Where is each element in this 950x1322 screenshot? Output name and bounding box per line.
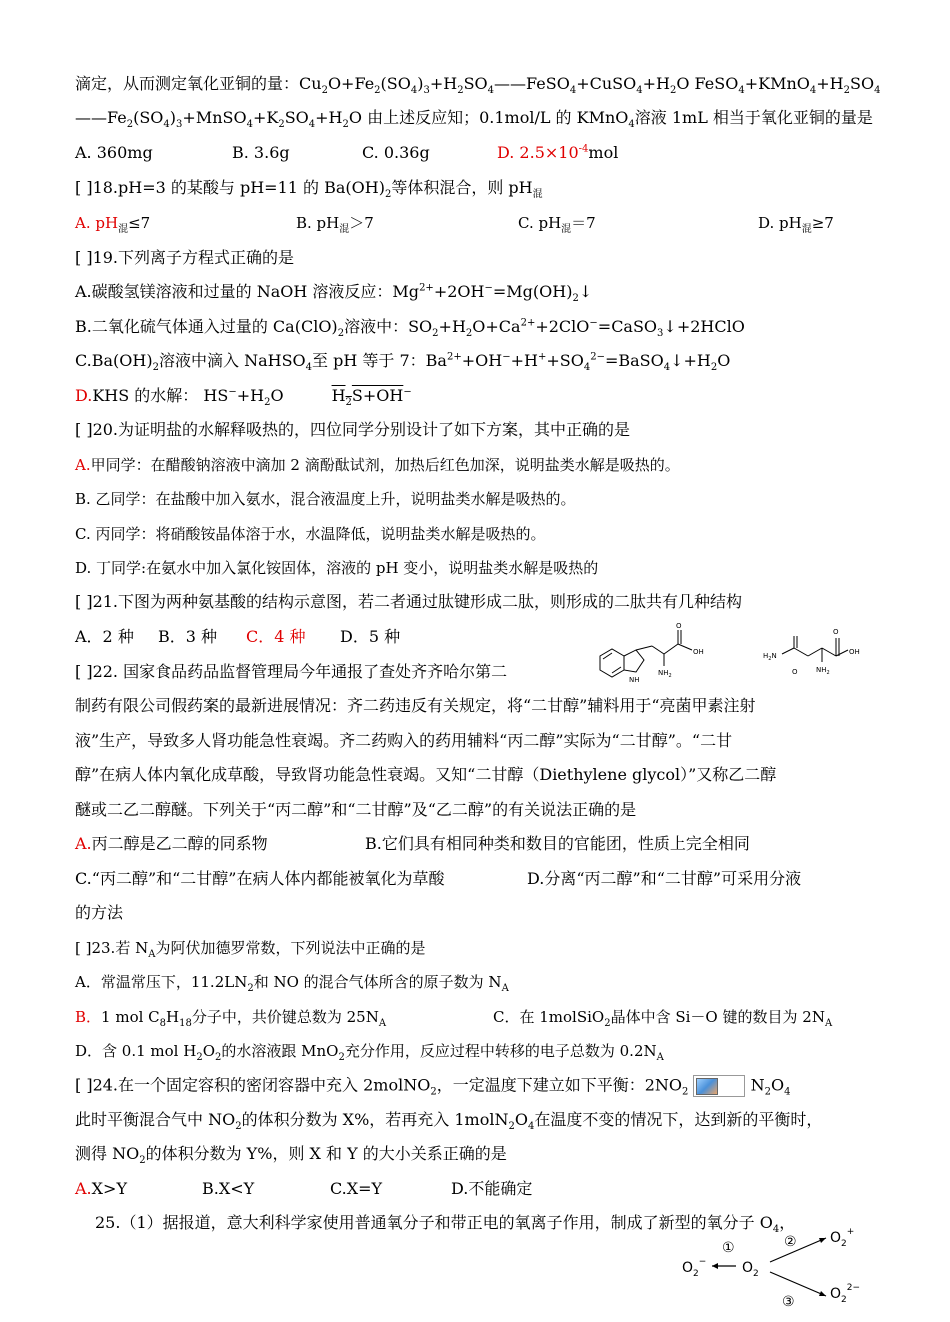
amino-nh: NH bbox=[658, 669, 669, 677]
text: [ ]24.在一个固定容积的密闭容器中充入 2molNO bbox=[75, 1075, 431, 1095]
text: ＝7 bbox=[571, 214, 596, 232]
text: ↓+2HClO bbox=[663, 317, 745, 336]
text: O FeSO bbox=[676, 74, 739, 93]
sub: 4 bbox=[636, 85, 643, 97]
sup: 2+ bbox=[520, 317, 536, 329]
q18-option-b bbox=[296, 213, 518, 233]
text: +H bbox=[510, 351, 538, 370]
sup: 2− bbox=[590, 351, 605, 363]
sub: A bbox=[656, 1052, 664, 1063]
sub: 3 bbox=[423, 85, 430, 97]
sub: 2 bbox=[235, 1121, 242, 1133]
q17-option-b: B. 3.6g bbox=[232, 143, 290, 162]
q19-option-c bbox=[75, 351, 731, 374]
text: 至 pH 等于 7：Ba bbox=[312, 351, 447, 370]
sub: 2 bbox=[152, 362, 159, 374]
sub: 2 bbox=[764, 1086, 771, 1098]
text: C．在 1molSiO bbox=[493, 1008, 605, 1026]
q22-text-4 bbox=[75, 765, 776, 785]
text: 液”生产，导致多人肾功能急性衰竭。齐二药购入的药用辅料“丙二醇”实际为“二甘醇”。“二甘 bbox=[75, 731, 733, 750]
text: SO bbox=[849, 74, 875, 93]
text: [ ]19.下列离子方程式正确的是 bbox=[75, 248, 295, 267]
sub: 2 bbox=[432, 328, 439, 340]
q20-option-a bbox=[75, 455, 680, 475]
sub: 4 bbox=[487, 85, 495, 97]
arrow-2 bbox=[770, 1238, 826, 1262]
sup: − bbox=[228, 386, 237, 398]
text: ) bbox=[417, 74, 424, 93]
text: +SO bbox=[546, 351, 584, 370]
text: 的体积分数为 Y%，则 X 和 Y 的大小关系正确的是 bbox=[145, 1144, 507, 1163]
text: C.Ba(OH) bbox=[75, 351, 153, 370]
arrowhead-3 bbox=[819, 1291, 826, 1296]
text: =BaSO bbox=[604, 351, 664, 370]
q19-option-d bbox=[75, 386, 412, 409]
text: 的方法 bbox=[75, 903, 124, 922]
q24-option-a bbox=[75, 1179, 202, 1199]
sub: 4 bbox=[874, 85, 881, 97]
text: A. pH bbox=[75, 214, 119, 232]
text: 1 mol C bbox=[101, 1008, 160, 1026]
text: +H bbox=[315, 108, 343, 127]
sub: 2 bbox=[457, 85, 464, 97]
question-19 bbox=[75, 248, 294, 268]
text: 滴定，从而测定氧化亚铜的量：Cu bbox=[75, 74, 322, 93]
text-line-titration bbox=[75, 74, 881, 97]
text: +MnSO bbox=[182, 108, 247, 127]
text: +K bbox=[252, 108, 279, 127]
text: N bbox=[750, 1075, 765, 1095]
sub: 2 bbox=[841, 1239, 847, 1249]
q22-text-5 bbox=[75, 800, 636, 820]
text: [ ]20.为证明盐的水解释吸热的，四位同学分别设计了如下方案，其中正确的是 bbox=[75, 420, 631, 439]
sub: 2 bbox=[465, 328, 473, 340]
q24-option-c: C.X=Y bbox=[330, 1179, 383, 1198]
text: 测得 NO bbox=[75, 1144, 140, 1163]
text: O+Ca bbox=[472, 317, 521, 336]
sub: 混 bbox=[118, 224, 129, 235]
equilibrium-arrow-image-icon bbox=[693, 1075, 745, 1097]
sub: 4 bbox=[628, 119, 635, 131]
sub: 混 bbox=[339, 224, 350, 235]
amino-label-2 bbox=[816, 666, 830, 676]
q22-option-c: C.“丙二醇”和“二甘醇”在病人体内都能被氧化为草酸 bbox=[75, 869, 445, 888]
sub: 2 bbox=[278, 119, 285, 131]
text: A.碳酸氢镁溶液和过量的 NaOH 溶液反应：Mg bbox=[75, 282, 420, 301]
text: +H bbox=[236, 386, 265, 405]
text: O bbox=[770, 1075, 785, 1095]
o: O bbox=[682, 1260, 694, 1276]
sub: 4 bbox=[809, 85, 817, 97]
text: D. pH bbox=[758, 214, 802, 232]
sub: 2 bbox=[384, 189, 392, 201]
text: (SO bbox=[133, 108, 164, 127]
o2-minus-label bbox=[682, 1257, 706, 1279]
q23-options-bc bbox=[75, 1007, 832, 1027]
sub: 4 bbox=[569, 85, 577, 97]
arrow-3 bbox=[770, 1272, 826, 1296]
q20-option-d bbox=[75, 558, 598, 578]
q17-option-d-text: D. 2.5×10 bbox=[497, 143, 579, 162]
sub: 4 bbox=[738, 85, 745, 97]
text: B. 乙同学：在盐酸中加入氨水，混合液温度上升，说明盐类水解是吸热的。 bbox=[75, 490, 576, 508]
text: 等体积混合，则 pH bbox=[391, 178, 533, 197]
text: =CaSO bbox=[597, 317, 658, 336]
text: B.二氧化硫气体通入过量的 Ca(ClO) bbox=[75, 317, 338, 336]
sub: 2 bbox=[215, 1052, 222, 1063]
amide-label bbox=[763, 652, 777, 662]
q24-option-b: B.X<Y bbox=[202, 1179, 255, 1198]
text: KHS 的水解： HS bbox=[92, 386, 229, 405]
sub: 3 bbox=[176, 119, 183, 131]
text: SO bbox=[284, 108, 309, 127]
text: ↓+H bbox=[670, 351, 711, 370]
q22-text-6 bbox=[75, 903, 123, 923]
text: +2OH bbox=[433, 282, 485, 301]
q24-text-2 bbox=[75, 1110, 823, 1133]
text-line-titration-2 bbox=[75, 108, 873, 131]
q21-option-b: B．3 种 bbox=[158, 627, 218, 646]
sup: − bbox=[484, 282, 493, 294]
text: +2ClO bbox=[535, 317, 590, 336]
text: D．含 0.1 mol H bbox=[75, 1042, 197, 1060]
q17-options bbox=[75, 143, 618, 163]
text: O 由上述反应知；0.1mol/L 的 KMnO bbox=[348, 108, 629, 127]
sup: − bbox=[589, 317, 598, 329]
sub: 4 bbox=[772, 1224, 780, 1236]
q22-text-2 bbox=[75, 696, 756, 716]
sub: 2 bbox=[345, 397, 352, 409]
text: 醇”在病人体内氧化成草酸，导致肾功能急性衰竭。又知“二甘醇（Diethylene glycol）”又称乙二醇 bbox=[75, 765, 777, 784]
text: +H bbox=[429, 74, 458, 93]
text: ——Fe bbox=[75, 108, 127, 127]
text: +H bbox=[438, 317, 466, 336]
sub: 4 bbox=[308, 119, 316, 131]
text: 25.（1）据报道，意大利科学家使用普通氧分子和带正电的氧离子作用，制成了新型的氧分子 O bbox=[95, 1213, 773, 1232]
text: +OH bbox=[461, 351, 503, 370]
sub: 4 bbox=[163, 119, 170, 131]
text: ↓ bbox=[578, 282, 593, 301]
text: O bbox=[514, 1110, 528, 1129]
sup: + bbox=[537, 351, 547, 363]
circle-label-2: ② bbox=[784, 1234, 797, 1250]
text: A. bbox=[75, 834, 92, 853]
text: 溶液中：SO bbox=[344, 317, 433, 336]
circle-label-1: ① bbox=[722, 1240, 735, 1256]
amide-h: H bbox=[763, 652, 769, 660]
text: 在温度不变的情况下，达到新的平衡时， bbox=[534, 1110, 823, 1129]
text: 溶液中滴入 NaHSO bbox=[158, 351, 306, 370]
sub: 2 bbox=[693, 1269, 699, 1279]
sub: 3 bbox=[657, 328, 664, 340]
sub: 4 bbox=[410, 85, 418, 97]
sub: 2 bbox=[841, 1295, 847, 1305]
text: 醚或二乙二醇醚。下列关于“丙二醇”和“二甘醇”及“乙二醇”的有关说法正确的是 bbox=[75, 800, 637, 819]
text: 的体积分数为 X%，若再充入 1molN bbox=[241, 1110, 509, 1129]
sub: 2 bbox=[669, 85, 677, 97]
text: C. pH bbox=[518, 214, 562, 232]
q23-option-d bbox=[75, 1041, 664, 1061]
sup: 2− bbox=[846, 1283, 861, 1293]
q17-option-d bbox=[497, 143, 618, 163]
text: +KMnO bbox=[744, 74, 810, 93]
text: H bbox=[166, 1008, 180, 1026]
text: 此时平衡混合气中 NO bbox=[75, 1110, 236, 1129]
text: 甲同学：在醋酸钠溶液中滴加 2 滴酚酞试剂，加热后红色加深，说明盐类水解是吸热的。 bbox=[90, 456, 680, 474]
text: (SO bbox=[380, 74, 411, 93]
sup: -4 bbox=[578, 143, 589, 155]
sub: 混 bbox=[532, 189, 543, 201]
question-24 bbox=[75, 1075, 790, 1097]
q19-option-a bbox=[75, 282, 593, 305]
sub: 2 bbox=[139, 1155, 146, 1167]
question-18 bbox=[75, 178, 543, 201]
question-21 bbox=[75, 592, 742, 612]
sub: 2 bbox=[572, 293, 579, 305]
q22-text-3 bbox=[75, 731, 732, 751]
sub: 2 bbox=[196, 1052, 203, 1063]
text: O bbox=[202, 1042, 216, 1060]
sub: 18 bbox=[179, 1018, 192, 1029]
o: O bbox=[742, 1260, 754, 1276]
text: 分子中，共价键总数为 25N bbox=[191, 1008, 379, 1026]
text: B. pH bbox=[296, 214, 340, 232]
text: 的水溶液跟 MnO bbox=[221, 1042, 339, 1060]
text: D. 丁同学:在氨水中加入氯化铵固体，溶液的 pH 变小，说明盐类水解是吸热的 bbox=[75, 559, 599, 577]
text: O bbox=[717, 351, 731, 370]
sub: 2 bbox=[430, 1086, 437, 1098]
sub: 2 bbox=[321, 85, 328, 97]
sub: 2 bbox=[337, 328, 345, 340]
circle-label-3: ③ bbox=[782, 1294, 795, 1310]
text: X>Y bbox=[91, 1179, 127, 1198]
o2-2minus-label bbox=[830, 1283, 860, 1305]
amide-o-label: O bbox=[792, 668, 798, 676]
q22-option-a bbox=[75, 834, 365, 854]
o2-label bbox=[742, 1260, 759, 1279]
text: 丙二醇是乙二醇的同系物 bbox=[91, 834, 268, 853]
sup: − bbox=[403, 386, 412, 398]
q22-option-b: B.它们具有相同种类和数目的官能团，性质上完全相同 bbox=[365, 834, 750, 853]
question-22 bbox=[75, 662, 507, 682]
amide-sub: 2 bbox=[768, 656, 772, 662]
q21-option-a: A．2 种 bbox=[75, 627, 134, 646]
q17-option-a: A. 360mg bbox=[75, 143, 153, 162]
sub: 4 bbox=[663, 362, 671, 374]
sub: 2 bbox=[508, 1121, 515, 1133]
q19-option-b bbox=[75, 317, 745, 340]
text: SO bbox=[463, 74, 488, 93]
text: A．常温常压下，11.2LN bbox=[75, 973, 248, 991]
text: ≥7 bbox=[811, 214, 834, 232]
q20-option-c bbox=[75, 524, 545, 544]
sub: 2 bbox=[843, 85, 850, 97]
tryptophan-structure bbox=[600, 630, 692, 677]
sub: 2 bbox=[342, 119, 349, 131]
text: ，一定温度下建立如下平衡：2NO bbox=[436, 1075, 683, 1095]
amino-acid-structures-figure bbox=[592, 616, 892, 688]
oxygen-species-diagram bbox=[678, 1224, 878, 1314]
text: 溶液 1mL 相当于氧化亚铜的量是 bbox=[634, 108, 873, 127]
sub: 混 bbox=[801, 224, 812, 235]
q23-option-a bbox=[75, 972, 509, 992]
text: A. bbox=[75, 456, 91, 474]
text: 晶体中含 Si－O 键的数目为 2N bbox=[610, 1008, 825, 1026]
sub: A bbox=[148, 949, 156, 960]
sub: 2 bbox=[338, 1052, 345, 1063]
q22-options-ab bbox=[75, 834, 750, 854]
q18-option-a bbox=[75, 213, 296, 233]
amide-n: N bbox=[771, 652, 777, 660]
sup: − bbox=[502, 351, 511, 363]
text: [ ]21.下图为两种氨基酸的结构示意图，若二者通过肽键形成二肽，则形成的二肽共有几种结构 bbox=[75, 592, 743, 611]
sub: 2 bbox=[604, 1018, 611, 1029]
text: [ ]18.pH=3 的某酸与 pH=11 的 Ba(OH) bbox=[75, 178, 385, 197]
q21-option-d: D．5 种 bbox=[340, 627, 401, 646]
q23-option-c bbox=[493, 1007, 832, 1027]
hydroxyl-label: OH bbox=[693, 648, 704, 656]
sub: 4 bbox=[583, 362, 591, 374]
q24-text-3 bbox=[75, 1144, 507, 1167]
text: =Mg(OH) bbox=[492, 282, 573, 301]
q20-option-b bbox=[75, 489, 576, 509]
carbonyl-o-label-2: O bbox=[833, 628, 839, 636]
o2-plus-label bbox=[830, 1227, 854, 1249]
hydroxyl-label-2: OH bbox=[849, 648, 860, 656]
text: ——FeSO bbox=[494, 74, 570, 93]
text: 为阿伏加德罗常数，下列说法中正确的是 bbox=[155, 939, 426, 957]
question-23 bbox=[75, 938, 425, 958]
sub: 2 bbox=[710, 362, 718, 374]
text: 充分作用，反应过程中转移的电子总数为 0.2N bbox=[344, 1042, 657, 1060]
q22-options-cd bbox=[75, 869, 801, 889]
text: O+Fe bbox=[327, 74, 375, 93]
arrowhead-1 bbox=[712, 1263, 718, 1269]
q18-option-d bbox=[758, 213, 834, 233]
amino-label bbox=[658, 669, 672, 679]
amino-sub-2: 2 bbox=[826, 670, 830, 676]
text: A. bbox=[75, 1179, 92, 1198]
sup: 2+ bbox=[446, 351, 462, 363]
sub: 8 bbox=[159, 1018, 167, 1029]
q24-option-d: D.不能确定 bbox=[451, 1179, 533, 1198]
q21-option-c: C．4 种 bbox=[246, 627, 306, 646]
sub: 2 bbox=[126, 119, 134, 131]
text: +CuSO bbox=[576, 74, 637, 93]
text: [ ]23.若 N bbox=[75, 939, 149, 957]
pyrrole-ring bbox=[624, 650, 644, 672]
q18-option-c bbox=[518, 213, 758, 233]
q23-option-b bbox=[75, 1007, 493, 1027]
q21-options bbox=[75, 627, 400, 647]
sub: A bbox=[824, 1018, 833, 1029]
sub: 2 bbox=[682, 1086, 689, 1098]
o: O bbox=[830, 1230, 842, 1246]
text: D. bbox=[75, 386, 93, 405]
arrowhead-2 bbox=[819, 1238, 826, 1243]
q22-option-d: D.分离“丙二醇”和“二甘醇”可采用分液 bbox=[527, 869, 802, 888]
sub: 4 bbox=[527, 1121, 535, 1133]
text: S+OH bbox=[351, 386, 404, 405]
sub: A bbox=[378, 1018, 387, 1029]
sub: 混 bbox=[561, 224, 572, 235]
sup: 2+ bbox=[419, 282, 434, 294]
equilibrium-product bbox=[331, 386, 404, 409]
sub: 2 bbox=[753, 1269, 759, 1279]
sub: 4 bbox=[305, 362, 313, 374]
q18-options bbox=[75, 213, 834, 233]
text: ≤7 bbox=[128, 214, 151, 232]
q17-option-d-unit: mol bbox=[588, 143, 619, 162]
carbonyl-o-label: O bbox=[676, 622, 682, 630]
text: +H bbox=[816, 74, 844, 93]
text: B． bbox=[75, 1008, 102, 1026]
text: ＞7 bbox=[349, 214, 374, 232]
text: ， bbox=[779, 1213, 796, 1232]
text: H bbox=[331, 386, 346, 405]
amino-sub: 2 bbox=[668, 673, 672, 679]
sub: 2 bbox=[247, 983, 254, 994]
q24-options bbox=[75, 1179, 532, 1199]
sub: A bbox=[501, 983, 509, 994]
text: +H bbox=[642, 74, 670, 93]
question-20 bbox=[75, 420, 630, 440]
sub: 2 bbox=[374, 85, 381, 97]
sub: 4 bbox=[246, 119, 253, 131]
text: 制药有限公司假药案的最新进展情况：齐二药违反有关规定，将“二甘醇”辅料用于“亮菌甲素注射 bbox=[75, 696, 756, 715]
sub: 2 bbox=[264, 397, 271, 409]
q17-option-c: C. 0.36g bbox=[362, 143, 430, 162]
indole-nh-label: NH bbox=[629, 676, 640, 684]
sup: − bbox=[698, 1257, 707, 1267]
text: C. 丙同学：将硝酸铵晶体溶于水，水温降低，说明盐类水解是吸热的。 bbox=[75, 525, 546, 543]
o: O bbox=[830, 1286, 842, 1302]
text: 和 NO 的混合气体所含的原子数为 N bbox=[253, 973, 502, 991]
text: ) bbox=[169, 108, 177, 127]
text: O bbox=[270, 386, 284, 405]
asparagine-structure bbox=[782, 636, 848, 662]
text: [ ]22. 国家食品药品监督管理局今年通报了查处齐齐哈尔第二 bbox=[75, 662, 508, 681]
amino-nh-2: NH bbox=[816, 666, 827, 674]
sup: + bbox=[846, 1227, 855, 1237]
sub: 4 bbox=[784, 1086, 791, 1098]
